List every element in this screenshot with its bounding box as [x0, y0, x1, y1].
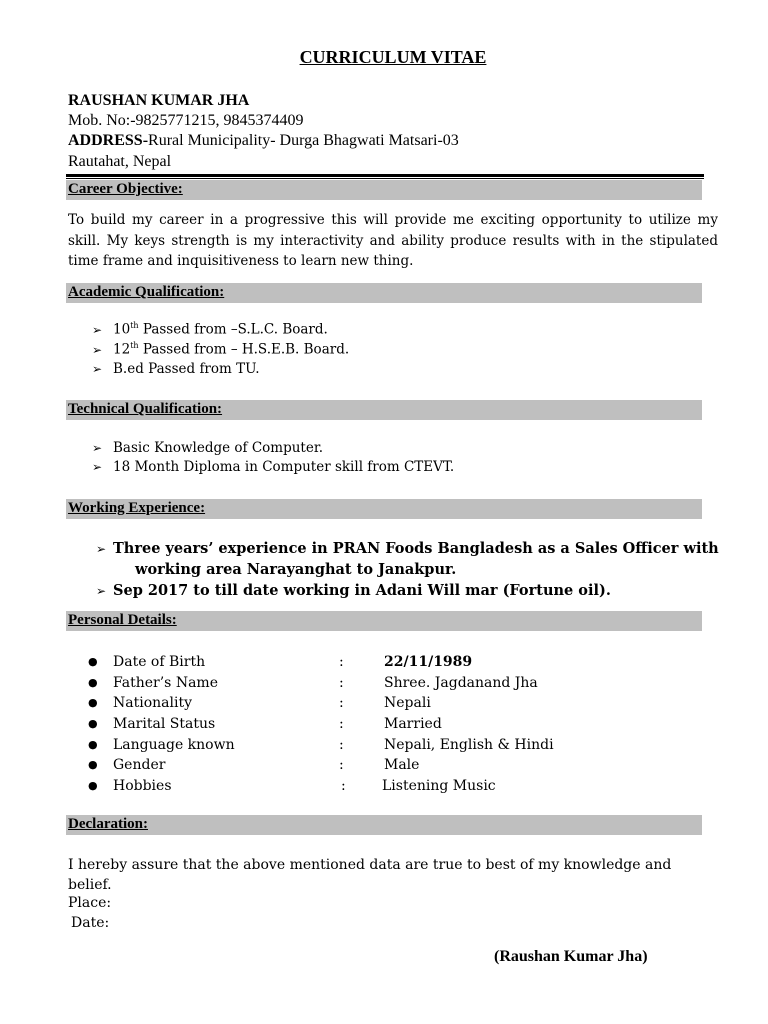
field-value: Nepali	[384, 695, 431, 711]
field-value: Shree. Jagdanand Jha	[384, 675, 538, 691]
academic-item: ➢ B.ed Passed from TU.	[92, 361, 260, 377]
address-label: ADDRESS-	[68, 132, 149, 149]
work-item: ➢ Sep 2017 to till date working in Adani Will mar (Fortune oil).	[96, 582, 611, 599]
section-technical-qualification	[66, 400, 702, 420]
arrow-bullet-icon: ➢	[92, 460, 103, 474]
mobile-numbers: Mob. No:-9825771215, 9845374409	[68, 112, 304, 129]
field-value: Male	[384, 757, 420, 773]
section-career-objective	[66, 180, 702, 200]
bullet-dot-icon: ●	[88, 738, 98, 751]
bullet-dot-icon: ●	[88, 779, 98, 792]
academic-item: ➢ 10th Passed from –S.L.C. Board.	[92, 321, 328, 338]
technical-item: ➢ 18 Month Diploma in Computer skill from CTEVT.	[92, 459, 455, 475]
signature-name: (Raushan Kumar Jha)	[494, 948, 648, 965]
section-heading: Technical Qualification:	[68, 401, 223, 417]
declaration-line-2: belief.	[68, 877, 112, 893]
field-value: Nepali, English & Hindi	[384, 737, 554, 753]
work-item-continuation: working area Narayanghat to Janakpur.	[135, 561, 457, 578]
bullet-dot-icon: ●	[88, 696, 98, 709]
personal-row-nationality	[88, 693, 708, 713]
field-colon: :	[339, 675, 344, 691]
technical-item: ➢ Basic Knowledge of Computer.	[92, 440, 324, 456]
field-colon: :	[339, 716, 344, 732]
section-academic-qualification	[66, 283, 702, 303]
address-line-1	[68, 132, 459, 150]
field-label: Marital Status	[113, 716, 216, 732]
arrow-bullet-icon: ➢	[96, 584, 107, 598]
field-label: Gender	[113, 757, 166, 773]
section-personal-details	[66, 611, 702, 631]
document-title: CURRICULUM VITAE	[299, 47, 487, 67]
bullet-dot-icon: ●	[88, 676, 98, 689]
field-colon: :	[339, 737, 344, 753]
section-heading: Personal Details:	[68, 612, 177, 628]
arrow-bullet-icon: ➢	[92, 342, 103, 357]
section-heading: Career Objective:	[68, 181, 183, 197]
section-declaration	[66, 815, 702, 835]
field-label: Language known	[113, 737, 235, 753]
personal-row-language-known	[88, 735, 708, 755]
field-label: Date of Birth	[113, 654, 206, 670]
field-colon: :	[339, 757, 344, 773]
field-label: Father’s Name	[113, 675, 218, 691]
bullet-dot-icon: ●	[88, 717, 98, 730]
personal-row-gender	[88, 755, 708, 775]
section-working-experience	[66, 499, 702, 519]
place-field: Place:	[68, 895, 112, 911]
field-colon: :	[339, 654, 344, 670]
header-divider-thick	[66, 174, 704, 177]
arrow-bullet-icon: ➢	[92, 322, 103, 337]
field-colon: :	[341, 778, 346, 794]
field-label: Nationality	[113, 695, 192, 711]
section-heading: Declaration:	[68, 816, 148, 832]
date-field: Date:	[71, 915, 110, 931]
personal-row-marital-status	[88, 714, 708, 734]
field-value: Married	[384, 716, 442, 732]
personal-row-fathers-name	[88, 673, 708, 693]
arrow-bullet-icon: ➢	[92, 441, 103, 455]
arrow-bullet-icon: ➢	[92, 362, 103, 376]
career-objective-text: To build my career in a progressive this will provide me exciting opportunity to utilize my skill. My keys strength is my interactivity and ability produce results with in the stipulated time frame and inquisitiveness to learn new thing.	[68, 212, 718, 269]
field-colon: :	[339, 695, 344, 711]
section-heading: Working Experience:	[68, 500, 206, 516]
academic-item: ➢ 12th Passed from – H.S.E.B. Board.	[92, 341, 350, 358]
work-item: ➢ Three years’ experience in PRAN Foods Bangladesh as a Sales Officer with	[96, 540, 719, 557]
arrow-bullet-icon: ➢	[96, 542, 107, 556]
section-heading: Academic Qualification:	[68, 284, 225, 300]
bullet-dot-icon: ●	[88, 758, 98, 771]
personal-row-date-of-birth	[88, 652, 708, 672]
address-line-2: Rautahat, Nepal	[68, 153, 172, 170]
address-text: Rural Municipality- Durga Bhagwati Matsari-03	[148, 132, 459, 149]
candidate-name: RAUSHAN KUMAR JHA	[68, 92, 250, 109]
personal-row-hobbies	[88, 776, 708, 796]
field-label: Hobbies	[113, 778, 172, 794]
header-divider-thin	[66, 178, 704, 179]
field-value: Listening Music	[382, 778, 496, 794]
bullet-dot-icon: ●	[88, 655, 98, 668]
declaration-line-1: I hereby assure that the above mentioned data are true to best of my knowledge and	[68, 857, 672, 873]
field-value: 22/11/1989	[384, 654, 473, 670]
